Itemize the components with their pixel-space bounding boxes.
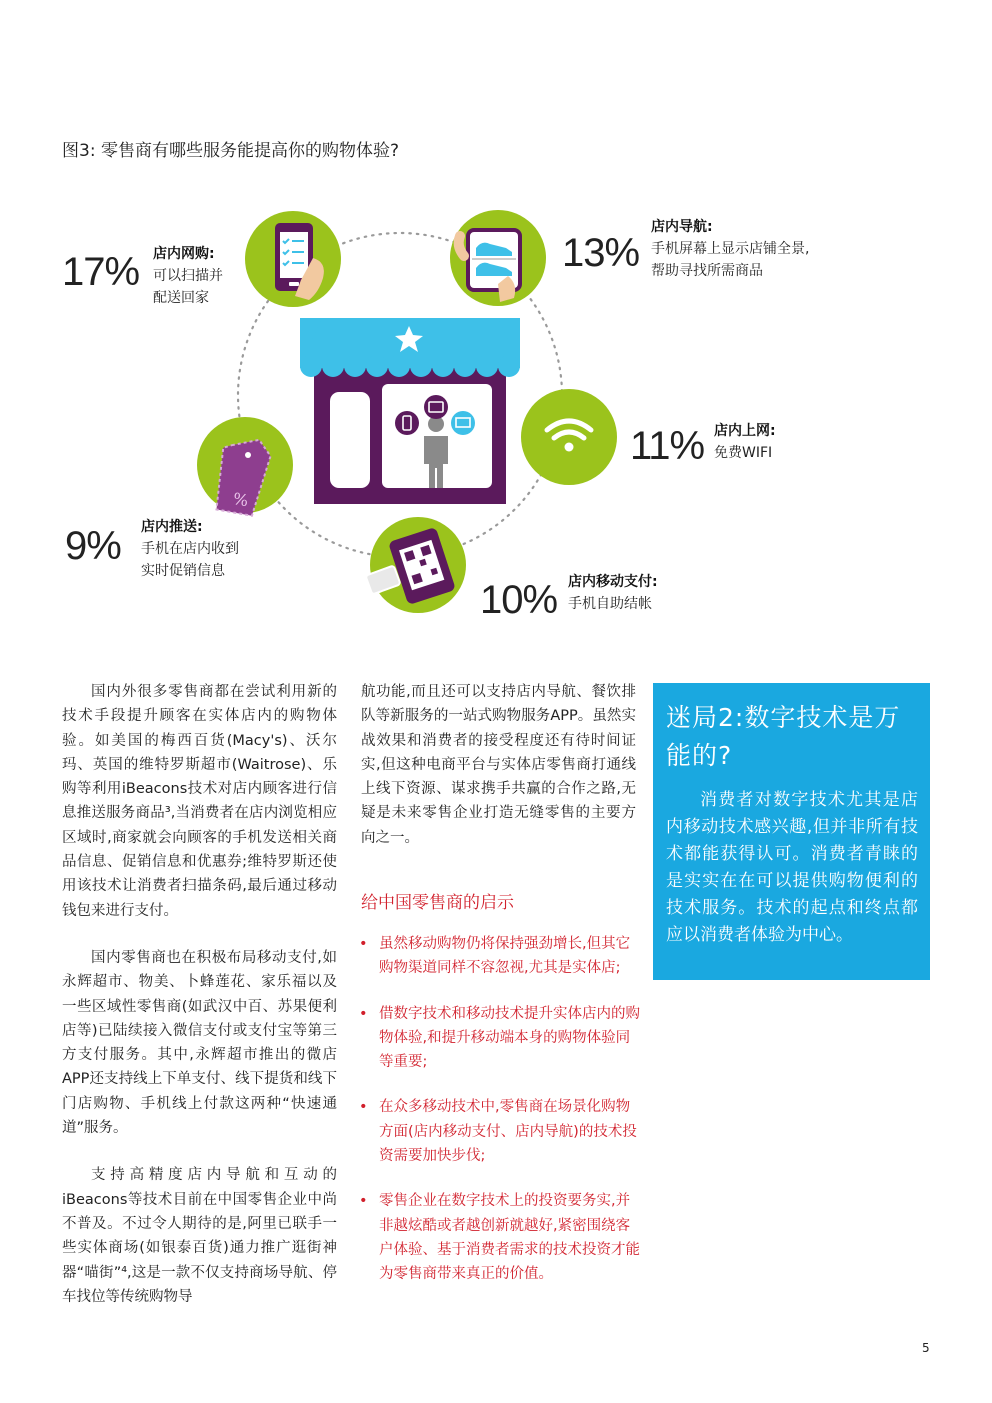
paragraph: 支持高精度店内导航和互动的iBeacons等技术目前在中国零售企业中尚不普及。不过令人期待的是,阿里已联手一些实体商场(如银泰百货)通力推广逛街神器“喵街”⁴,这是一款不仅支持商场导航、停车找位等传统购物导 xyxy=(62,1167,337,1305)
stat-payment-label: 店内移动支付: 手机自助结帐 xyxy=(568,574,658,612)
paragraph: 航功能,而且还可以支持店内导航、餐饮排队等新服务的一站式购物服务APP。虽然实战效果和消费者的接受程度还有待时间证实,但这种电商平台与实体店零售商打通线上线下资源、谋求携手共赢的合作之路,无疑是未来零售企业打造无缝零售的主要方向之一。 xyxy=(361,684,636,846)
body-column-middle xyxy=(361,680,636,873)
list-item: • 借数字技术和移动技术提升实体店内的购物体验,和提升移动端本身的购物体验同等重要; xyxy=(359,1002,641,1075)
callout-title: 迷局2:数字技术是万能的? xyxy=(666,703,901,770)
stat-push-pct: 9% xyxy=(65,524,121,568)
stat-payment-pct: 10% xyxy=(480,578,558,622)
stat-navigation-label: 店内导航: 手机屏幕上显示店铺全景, 帮助寻找所需商品 xyxy=(651,219,810,279)
stat-push-label: 店内推送: 手机在店内收到 实时促销信息 xyxy=(141,519,239,579)
mobile-payment-icon xyxy=(365,517,466,613)
mobile-shopping-icon xyxy=(245,211,341,307)
list-item: • 虽然移动购物仍将保持强劲增长,但其它购物渠道同样不容忽视,尤其是实体店; xyxy=(359,932,641,981)
bullet-icon: • xyxy=(359,1193,368,1210)
stat-wifi-label: 店内上网: 免费WIFI xyxy=(714,423,776,461)
store-icon xyxy=(300,318,520,504)
stat-wifi-pct: 11% xyxy=(630,424,705,468)
bullet-icon: • xyxy=(359,1099,368,1116)
body-column-left xyxy=(62,680,337,1332)
insights-list xyxy=(359,932,641,1308)
promotion-tag-icon xyxy=(197,386,293,517)
stat-online-pct: 17% xyxy=(62,250,140,294)
callout-body: 消费者对数字技术尤其是店内移动技术感兴趣,但并非所有技术都能获得认可。消费者青睐的是实实在在可以提供购物便利的技术服务。技术的起点和终点都应以消费者体验为中心。 xyxy=(666,790,918,945)
stat-navigation-pct: 13% xyxy=(562,231,640,275)
navigation-icon xyxy=(450,210,546,306)
paragraph: 国内外很多零售商都在尝试利用新的技术手段提升顾客在实体店内的购物体验。如美国的梅西百货(Macy's)、沃尔玛、英国的维特罗斯超市(Waitrose)、乐购等利用iBeacons技术对店内顾客进行信息推送服务商品³,当消费者在店内浏览相应区域时,商家就会向顾客的手机发送相关商品信息、促销信息和优惠券;维特罗斯还使用该技术让消费者扫描条码,最后通过移动钱包来进行支付。 xyxy=(62,684,337,919)
wifi-icon xyxy=(521,389,617,485)
list-item: • 零售企业在数字技术上的投资要务实,并非越炫酷或者越创新就越好,紧密围绕客户体验、基于消费者需求的技术投资才能为零售商带来真正的价值。 xyxy=(359,1189,641,1286)
callout-box xyxy=(653,683,930,980)
list-item: • 在众多移动技术中,零售商在场景化购物方面(店内移动支付、店内导航)的技术投资需要加快步伐; xyxy=(359,1095,641,1168)
figure-title: 图3: 零售商有哪些服务能提高你的购物体验? xyxy=(62,141,399,161)
page-number: 5 xyxy=(922,1341,930,1355)
insights-heading: 给中国零售商的启示 xyxy=(361,893,514,913)
stat-online-label: 店内网购: 可以扫描并 配送回家 xyxy=(153,246,223,306)
paragraph: 国内零售商也在积极布局移动支付,如永辉超市、物美、卜蜂莲花、家乐福以及一些区域性零售商(如武汉中百、苏果便利店等)已陆续接入微信支付或支付宝等第三方支付服务。其中,永辉超市推出的微店APP还支持线上下单支付、线下提货和线下门店购物、手机线上付款这两种“快速通道”服务。 xyxy=(62,949,337,1137)
tag-percent-symbol: % xyxy=(231,488,250,511)
bullet-icon: • xyxy=(359,936,368,952)
bullet-icon: • xyxy=(359,1005,368,1022)
